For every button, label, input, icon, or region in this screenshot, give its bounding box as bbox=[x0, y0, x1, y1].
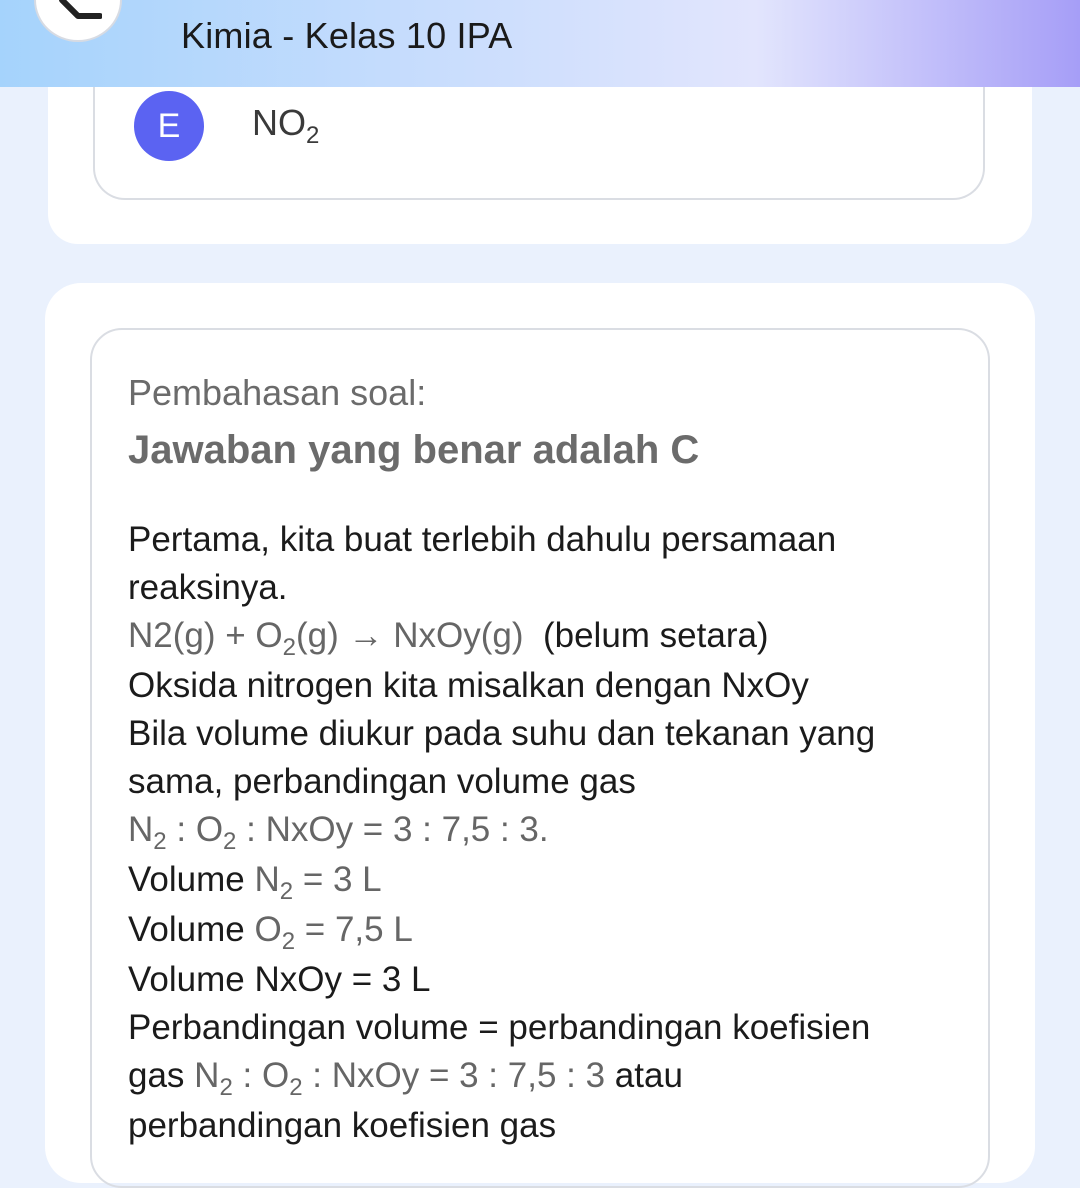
explanation-line: reaksinya. bbox=[128, 568, 288, 607]
reaction-equation: $N2(g) + O_2(g)$ → NxOy(g) (belum setara) bbox=[128, 616, 769, 661]
explanation-label: Pembahasan soal: bbox=[128, 372, 427, 413]
explanation-line: Pertama, kita buat terlebih dahulu persamaan bbox=[128, 520, 837, 559]
correct-answer: Jawaban yang benar adalah C bbox=[128, 428, 700, 472]
ratio-equation: $N_2$ : $O_2$ : NxOy = 3 : 7,5 : 3. bbox=[128, 810, 549, 855]
explanation-line: perbandingan koefisien gas bbox=[128, 1106, 557, 1145]
back-arrow-icon bbox=[58, 0, 102, 22]
option-e-text[interactable]: $NO_2$ bbox=[252, 102, 320, 149]
coefficient-equation: gas $N_2$ : $O_2$ : NxOy = 3 : 7,5 : 3 atau bbox=[128, 1056, 683, 1101]
option-e-badge[interactable]: E bbox=[134, 91, 204, 161]
explanation-text bbox=[128, 516, 938, 1150]
volume-nxoy: Volume NxOy = 3 L bbox=[128, 960, 431, 999]
explanation-line: Oksida nitrogen kita misalkan dengan NxOy bbox=[128, 666, 809, 705]
back-button[interactable] bbox=[34, 0, 122, 42]
volume-n2: Volume $N_2 = 3$ L bbox=[128, 860, 382, 905]
page-title: Kimia - Kelas 10 IPA bbox=[181, 15, 513, 56]
explanation-line: Bila volume diukur pada suhu dan tekanan yang bbox=[128, 714, 876, 753]
explanation-line: sama, perbandingan volume gas bbox=[128, 762, 636, 801]
app-header bbox=[0, 0, 1080, 87]
explanation-line: Perbandingan volume = perbandingan koefisien bbox=[128, 1008, 871, 1047]
volume-o2: Volume $O_2 = 7,5$ L bbox=[128, 910, 413, 955]
